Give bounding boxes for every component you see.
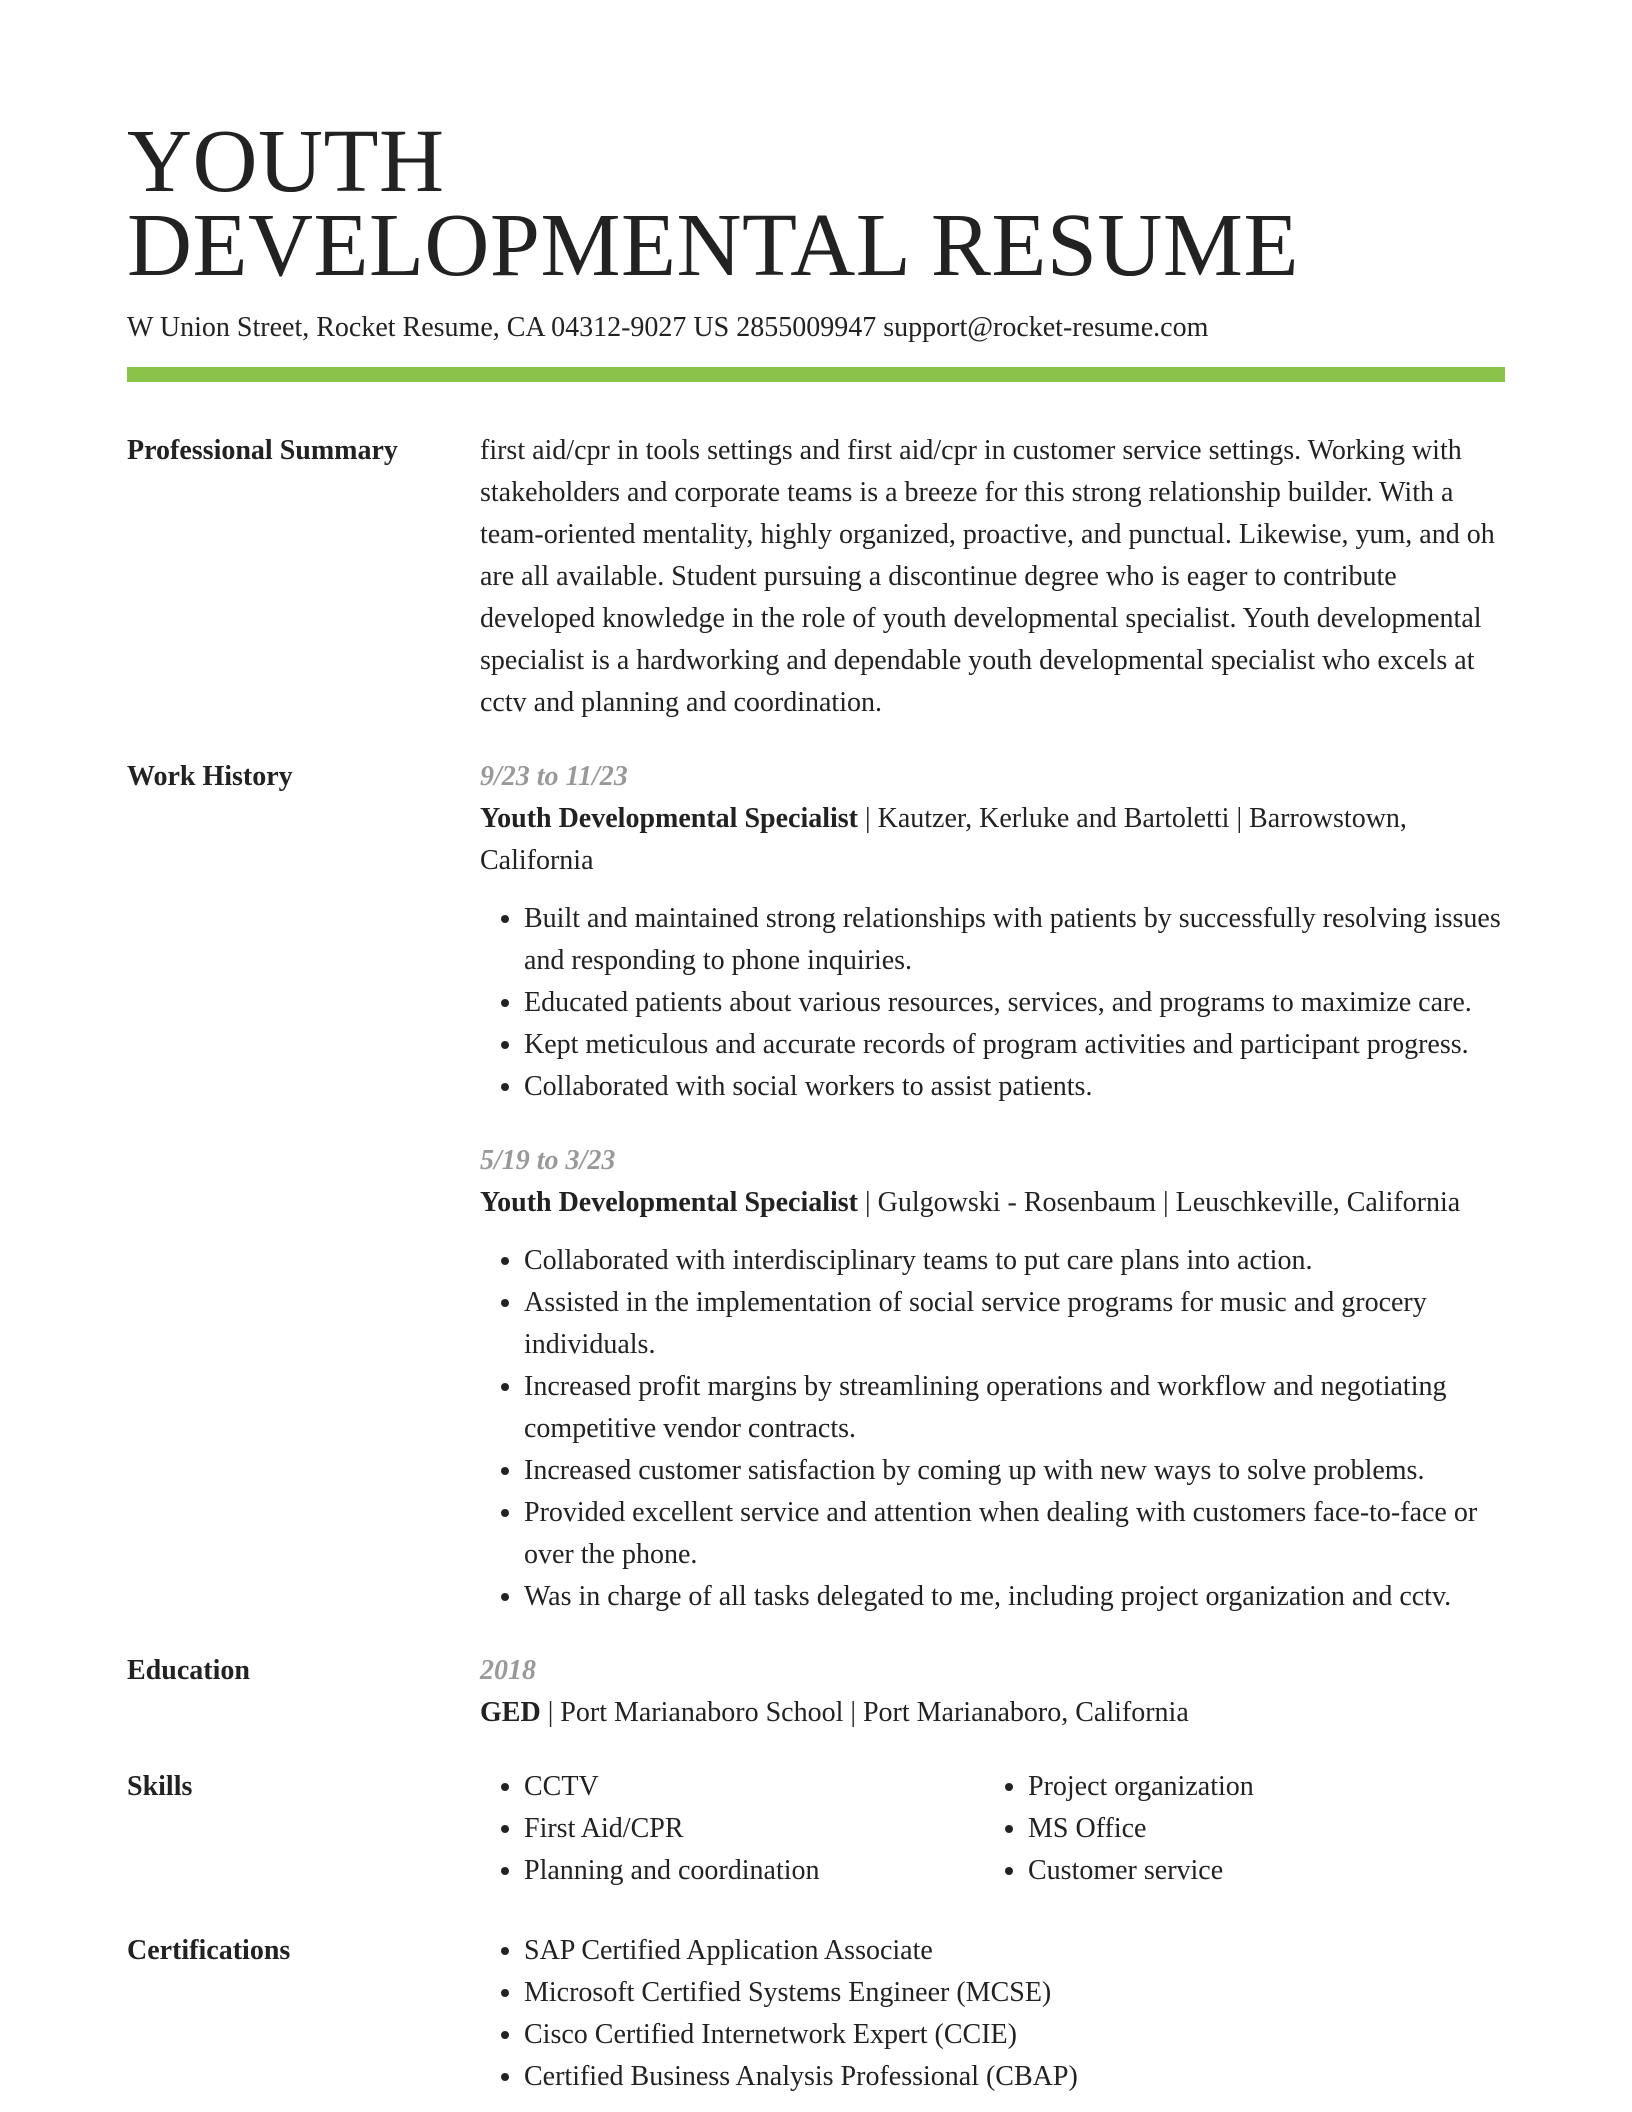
skills-column-1 (480, 1766, 984, 1892)
list-item: • Collaborated with interdisciplinary teams to put care plans into action. (524, 1240, 1505, 1282)
certifications-list (480, 1930, 1505, 2098)
list-item: • Project organization (1028, 1766, 1488, 1808)
list-item: • Increased profit margins by streamlining operations and workflow and negotiating competitive vendor contracts. (524, 1366, 1505, 1450)
education-heading (480, 1692, 1505, 1734)
job-entry (480, 756, 1505, 1108)
job-title: Youth Developmental Specialist (480, 1187, 858, 1218)
education-section (127, 1650, 1505, 1734)
title-line-1: YOUTH (127, 112, 445, 211)
work-history-body (480, 756, 1505, 1618)
job-details: | Gulgowski - Rosenbaum | Leuschkeville, California (858, 1187, 1461, 1218)
list-item: • Educated patients about various resources, services, and programs to maximize care. (524, 982, 1505, 1024)
skills-list (480, 1766, 984, 1892)
work-history-label: Work History (127, 761, 293, 792)
job-heading (480, 1182, 1505, 1224)
job-bullets (480, 898, 1505, 1108)
summary-text: first aid/cpr in tools settings and first aid/cpr in customer service settings. Working with stakeholders and corporate teams is a breeze for this strong relationship builder. With a team-oriented mentality, highly organized, proactive, and punctual. Likewise, yum, and oh are all available. Student pursuing a discontinue degree who is eager to contribute developed knowledge in the role of youth developmental specialist. Youth developmental specialist is a hardworking and dependable youth developmental specialist who excels at cctv and planning and coordination. (480, 435, 1495, 718)
accent-divider (127, 367, 1505, 382)
skills-grid (480, 1766, 1505, 1892)
contact-info: W Union Street, Rocket Resume, CA 04312-9027 US 2855009947 support@rocket-resume.com (127, 312, 1209, 343)
skills-column-2 (984, 1766, 1488, 1892)
job-dates: 9/23 to 11/23 (480, 761, 628, 792)
list-item: • Provided excellent service and attention when dealing with customers face-to-face or over the phone. (524, 1492, 1505, 1576)
list-item: • Kept meticulous and accurate records of program activities and participant progress. (524, 1024, 1505, 1066)
education-details: | Port Marianaboro School | Port Marianaboro, California (540, 1697, 1189, 1728)
list-item: • Microsoft Certified Systems Engineer (MCSE) (524, 1972, 1505, 2014)
job-entry (480, 1140, 1505, 1618)
list-item: • Built and maintained strong relationships with patients by successfully resolving issues and responding to phone inquiries. (524, 898, 1505, 982)
list-item: • Planning and coordination (524, 1850, 984, 1892)
list-item: • Was in charge of all tasks delegated to me, including project organization and cctv. (524, 1576, 1505, 1618)
job-heading (480, 798, 1505, 882)
list-item: • MS Office (1028, 1808, 1488, 1850)
summary-section (127, 430, 1505, 724)
list-item: • First Aid/CPR (524, 1808, 984, 1850)
job-bullets (480, 1240, 1505, 1618)
education-year: 2018 (480, 1655, 536, 1686)
certifications-body (480, 1930, 1505, 2098)
skills-label: Skills (127, 1771, 193, 1802)
list-item: • Certified Business Analysis Professional (CBAP) (524, 2056, 1505, 2098)
list-item: • Assisted in the implementation of social service programs for music and grocery individuals. (524, 1282, 1505, 1366)
list-item: • CCTV (524, 1766, 984, 1808)
list-item: • Cisco Certified Internetwork Expert (CCIE) (524, 2014, 1505, 2056)
list-item: • SAP Certified Application Associate (524, 1930, 1505, 1972)
list-item: • Collaborated with social workers to assist patients. (524, 1066, 1505, 1108)
education-degree: GED (480, 1697, 541, 1728)
education-body (480, 1650, 1505, 1734)
certifications-section (127, 1930, 1505, 2098)
list-item: • Customer service (1028, 1850, 1488, 1892)
work-history-section (127, 756, 1505, 1618)
education-label: Education (127, 1655, 250, 1686)
skills-section (127, 1766, 1505, 1892)
certifications-label: Certifications (127, 1935, 291, 1966)
title-line-2: DEVELOPMENTAL RESUME (127, 196, 1299, 295)
summary-label: Professional Summary (127, 435, 398, 466)
job-title: Youth Developmental Specialist (480, 803, 858, 834)
skills-list (984, 1766, 1488, 1892)
job-details: | Kautzer, Kerluke and Bartoletti | Barrowstown, California (480, 803, 1407, 876)
list-item: • Increased customer satisfaction by coming up with new ways to solve problems. (524, 1450, 1505, 1492)
resume-title (127, 112, 1505, 295)
job-dates: 5/19 to 3/23 (480, 1145, 616, 1176)
